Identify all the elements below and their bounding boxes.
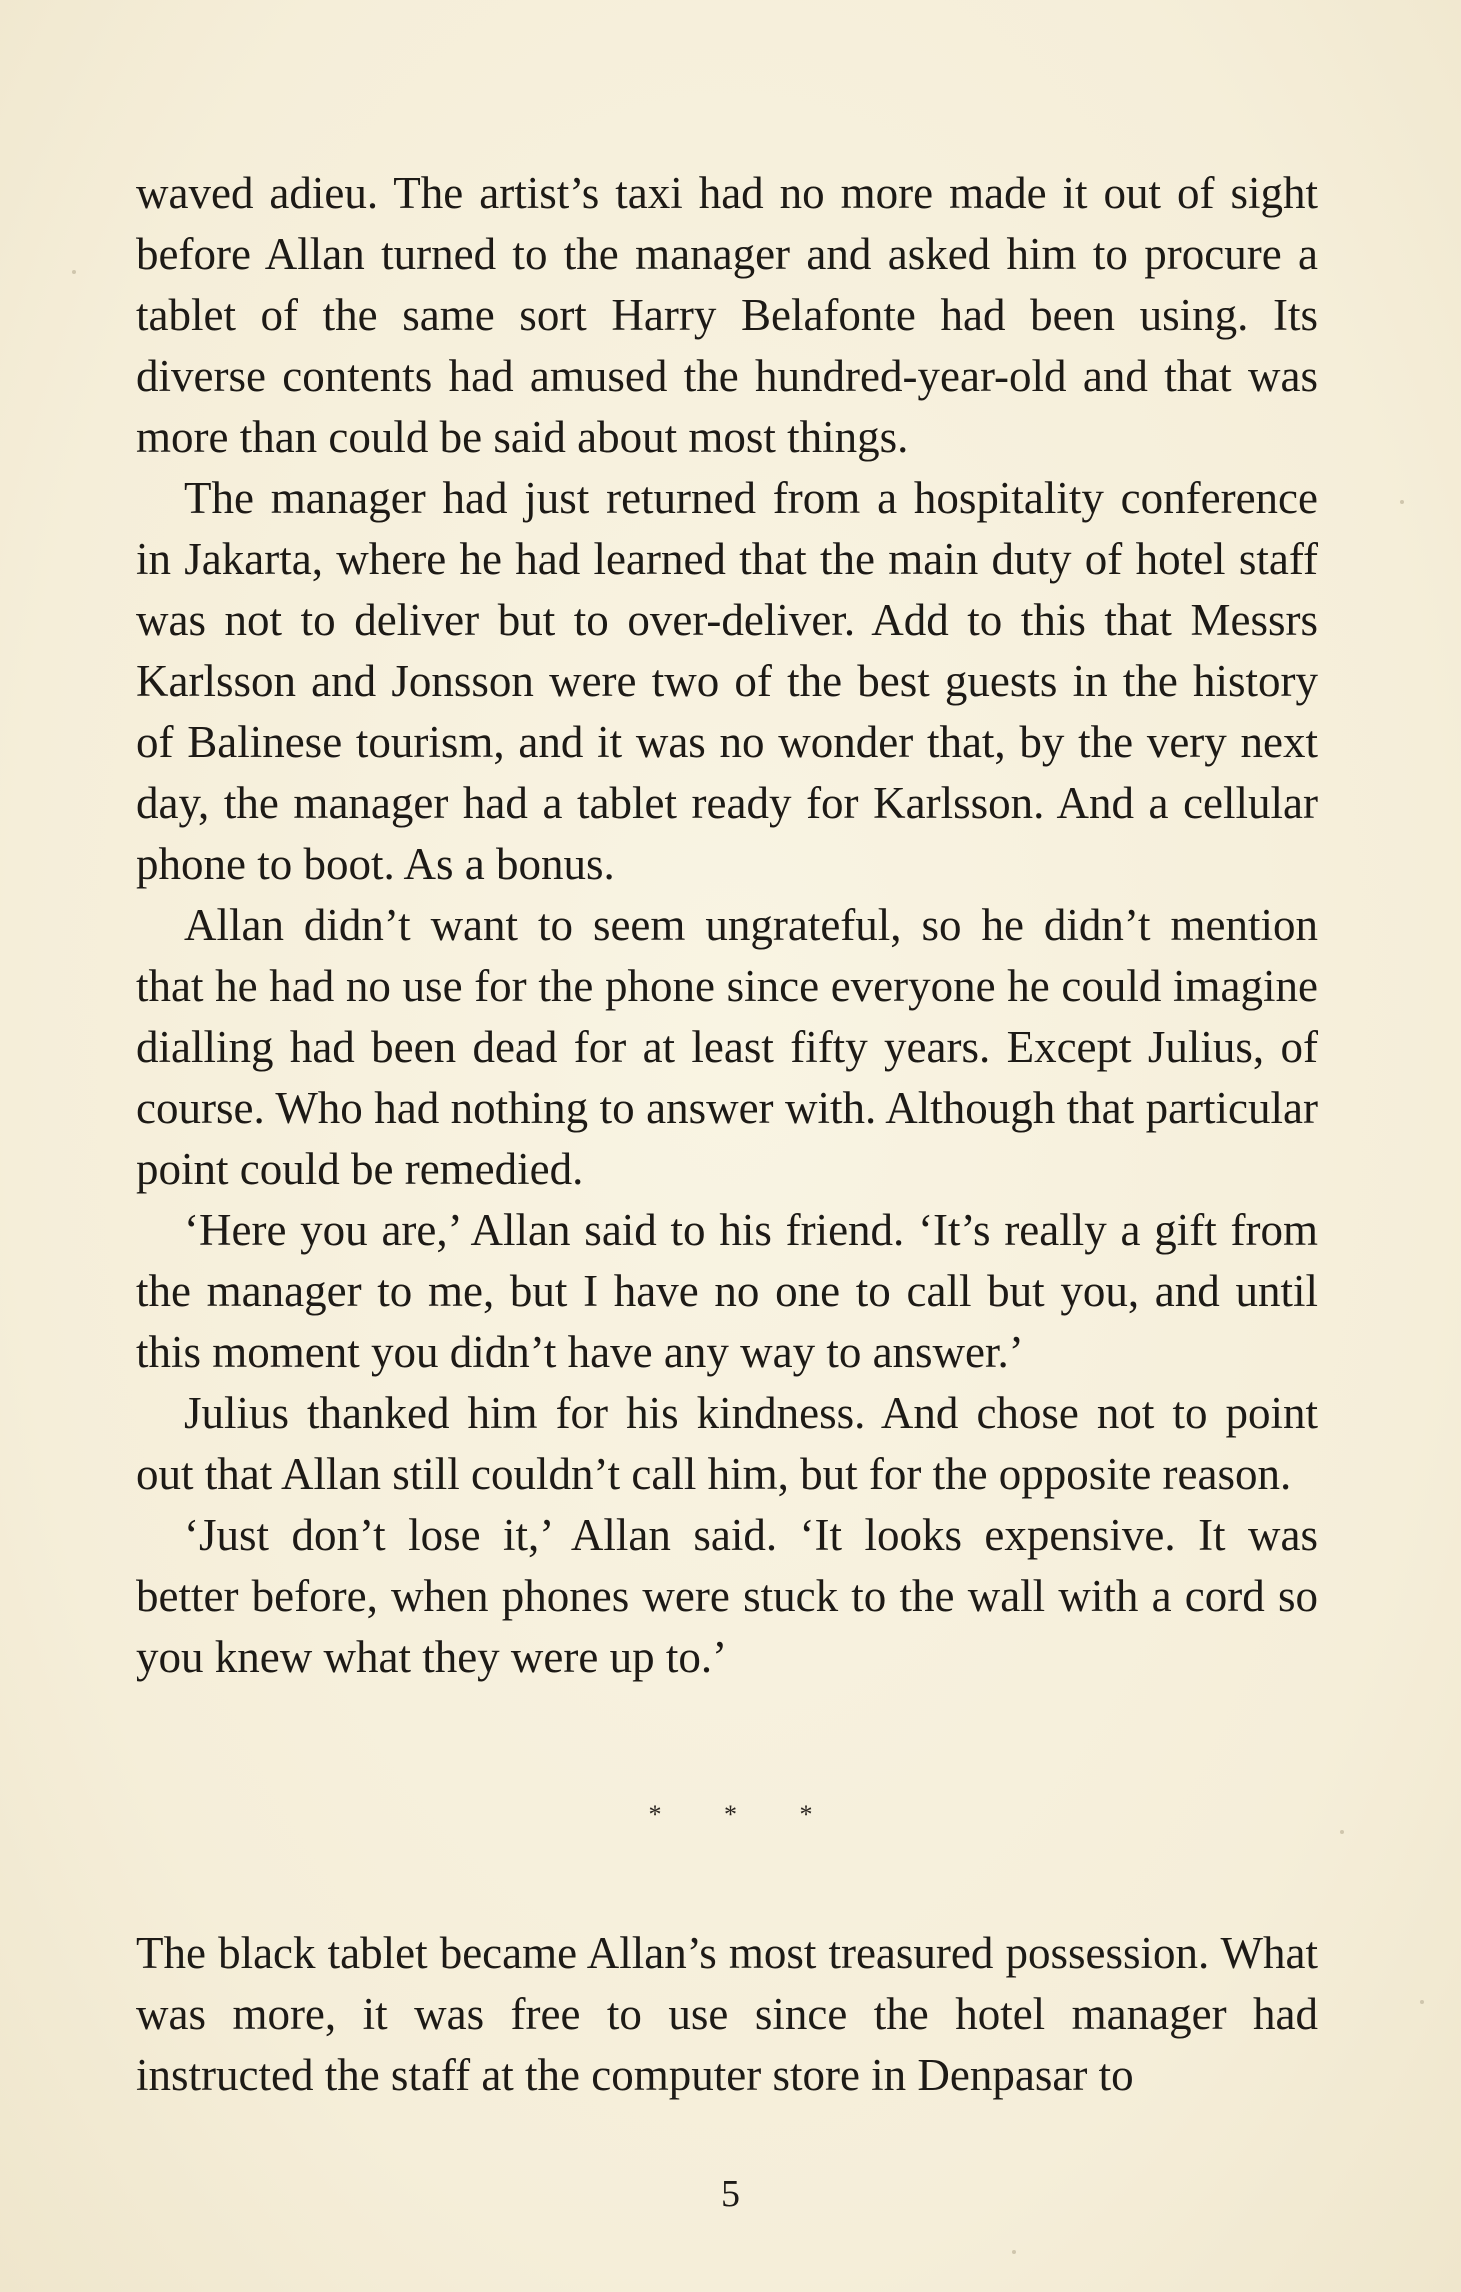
paragraph-5: Julius thanked him for his kindness. And chose not to point out that Allan still couldn’t call him, but for the opposite reason. <box>136 1388 1318 1499</box>
paragraph-3: Allan didn’t want to seem ungrateful, so he didn’t mention that he had no use for the phone since everyone he could imagine dialling had been dead for at least fifty years. Except Julius, of course. Who had nothing to answer with. Although that particular point could be remedied. <box>136 900 1318 1194</box>
paper-speck <box>72 270 76 274</box>
section-text <box>136 1923 1318 2106</box>
paper-speck <box>1012 2250 1016 2254</box>
paragraph-2: The manager had just returned from a hospitality conference in Jakarta, where he had learned that the main duty of hotel staff was not to deliver but to over-deliver. Add to this that Messrs Karlsson and Jonsson were two of the best guests in the history of Balinese tourism, and it was no wonder that, by the very next day, the manager had a tablet ready for Karlsson. And a cellular phone to boot. As a bonus. <box>136 473 1318 889</box>
paper-speck <box>1400 500 1404 504</box>
section-separator <box>0 1800 1461 1830</box>
page-number: 5 <box>721 2173 740 2215</box>
section-paragraph: The black tablet became Allan’s most treasured possession. What was more, it was free to use since the hotel manager had instructed the staff at the computer store in Denpasar to <box>136 1928 1318 2100</box>
paragraph-6: ‘Just don’t lose it,’ Allan said. ‘It looks expensive. It was better before, when phones were stuck to the wall with a cord so you knew what they were up to.’ <box>136 1510 1318 1682</box>
separator-asterisks: * * * <box>648 1800 841 1829</box>
paper-speck <box>1420 2000 1424 2004</box>
paper-speck <box>1340 1830 1344 1834</box>
paragraph-1: waved adieu. The artist’s taxi had no more made it out of sight before Allan turned to the manager and asked him to procure a tablet of the same sort Harry Belafonte had been using. Its diverse contents had amused the hundred-year-old and that was more than could be said about most things. <box>136 168 1318 462</box>
body-text <box>136 163 1318 1688</box>
paragraph-4: ‘Here you are,’ Allan said to his friend. ‘It’s really a gift from the manager to me, but I have no one to call but you, and until this moment you didn’t have any way to answer.’ <box>136 1205 1318 1377</box>
